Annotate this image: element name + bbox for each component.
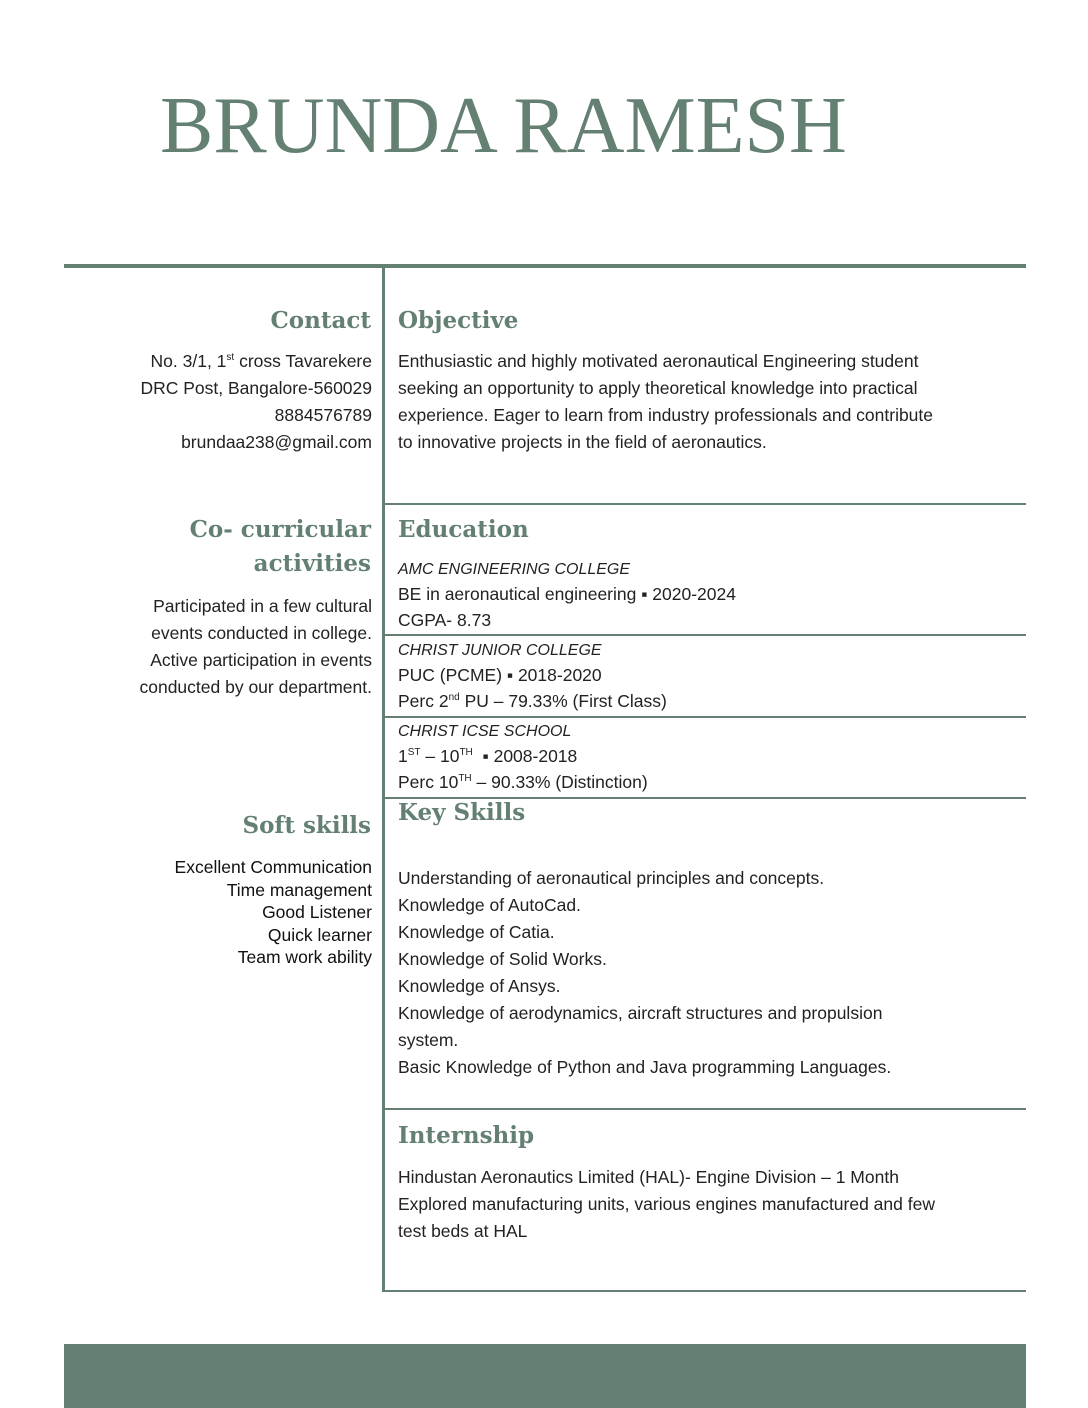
education-heading: Education [398,516,529,543]
cocurricular-line: Active participation in events [150,650,372,670]
contact-phone: 8884576789 [274,405,372,425]
education-entry-christ-icse [398,721,648,795]
education-score: Perc 10TH – 90.33% (Distinction) [398,772,648,792]
key-skill-line: Knowledge of Ansys. [398,976,561,996]
education-degree: BE in aeronautical engineering ▪ 2020-2024 [398,584,736,604]
key-skill-line: system. [398,1030,459,1050]
key-skill-line: Understanding of aeronautical principles and concepts. [398,868,825,888]
soft-skill-item: Excellent Communication [174,857,372,877]
education-degree: PUC (PCME) ▪ 2018-2020 [398,665,602,685]
education-entry-christ-junior [398,640,667,714]
section-divider-education [385,503,1026,505]
objective-line: Enthusiastic and highly motivated aeronautical Engineering student [398,351,919,371]
key-skill-line: Knowledge of Catia. [398,922,555,942]
internship-line: Explored manufacturing units, various engines manufactured and few [398,1194,935,1214]
contact-address-line2: DRC Post, Bangalore-560029 [140,378,372,398]
internship-line: test beds at HAL [398,1221,528,1241]
internship-line: Hindustan Aeronautics Limited (HAL)- Engine Division – 1 Month [398,1167,899,1187]
key-skill-line: Knowledge of AutoCad. [398,895,581,915]
contact-heading: Contact [270,307,371,334]
contact-address-line1: No. 3/1, 1st cross Tavarekere [150,351,372,371]
soft-skill-item: Team work ability [237,947,372,967]
cocurricular-line: Participated in a few cultural [153,596,372,616]
cocurricular-line: conducted by our department. [139,677,372,697]
education-school: CHRIST ICSE SCHOOL [398,723,572,740]
section-divider-bottom [385,1290,1026,1292]
key-skill-line: Knowledge of aerodynamics, aircraft structures and propulsion [398,1003,883,1023]
cocurricular-heading-line1: Co- curricular [189,516,371,543]
column-divider [382,268,385,1292]
objective-line: experience. Eager to learn from industry professionals and contribute [398,405,934,425]
education-score: Perc 2nd PU – 79.33% (First Class) [398,691,667,711]
cocurricular-text [139,593,372,701]
contact-details [140,348,372,456]
footer-bar [64,1344,1026,1408]
key-skills-list [398,865,891,1081]
objective-line: to innovative projects in the field of aeronautics. [398,432,767,452]
soft-skill-item: Good Listener [262,902,372,922]
education-score: CGPA- 8.73 [398,610,492,630]
objective-text [398,348,933,456]
education-school: AMC ENGINEERING COLLEGE [398,561,631,578]
cocurricular-line: events conducted in college. [151,623,372,643]
soft-skill-item: Time management [226,879,372,900]
soft-skills-heading: Soft skills [242,812,371,839]
cocurricular-heading-line2: activities [253,550,371,577]
internship-text [398,1164,935,1245]
education-school: CHRIST JUNIOR COLLEGE [398,642,602,659]
section-divider-internship [385,1108,1026,1110]
education-degree: 1ST – 10TH ▪ 2008-2018 [398,746,578,766]
education-divider-1 [385,634,1026,636]
key-skill-line: Knowledge of Solid Works. [398,949,607,969]
key-skills-heading: Key Skills [398,799,526,826]
soft-skill-item: Quick learner [267,924,372,945]
education-divider-2 [385,716,1026,718]
education-entry-amc [398,559,736,633]
contact-email: brundaa238@gmail.com [181,432,372,452]
top-divider [64,264,1026,268]
internship-heading: Internship [398,1122,535,1149]
soft-skills-list [175,856,372,969]
key-skill-line: Basic Knowledge of Python and Java programming Languages. [398,1057,892,1077]
candidate-name: BRUNDA RAMESH [160,82,847,170]
objective-heading: Objective [398,307,519,334]
objective-line: seeking an opportunity to apply theoretical knowledge into practical [398,378,918,398]
